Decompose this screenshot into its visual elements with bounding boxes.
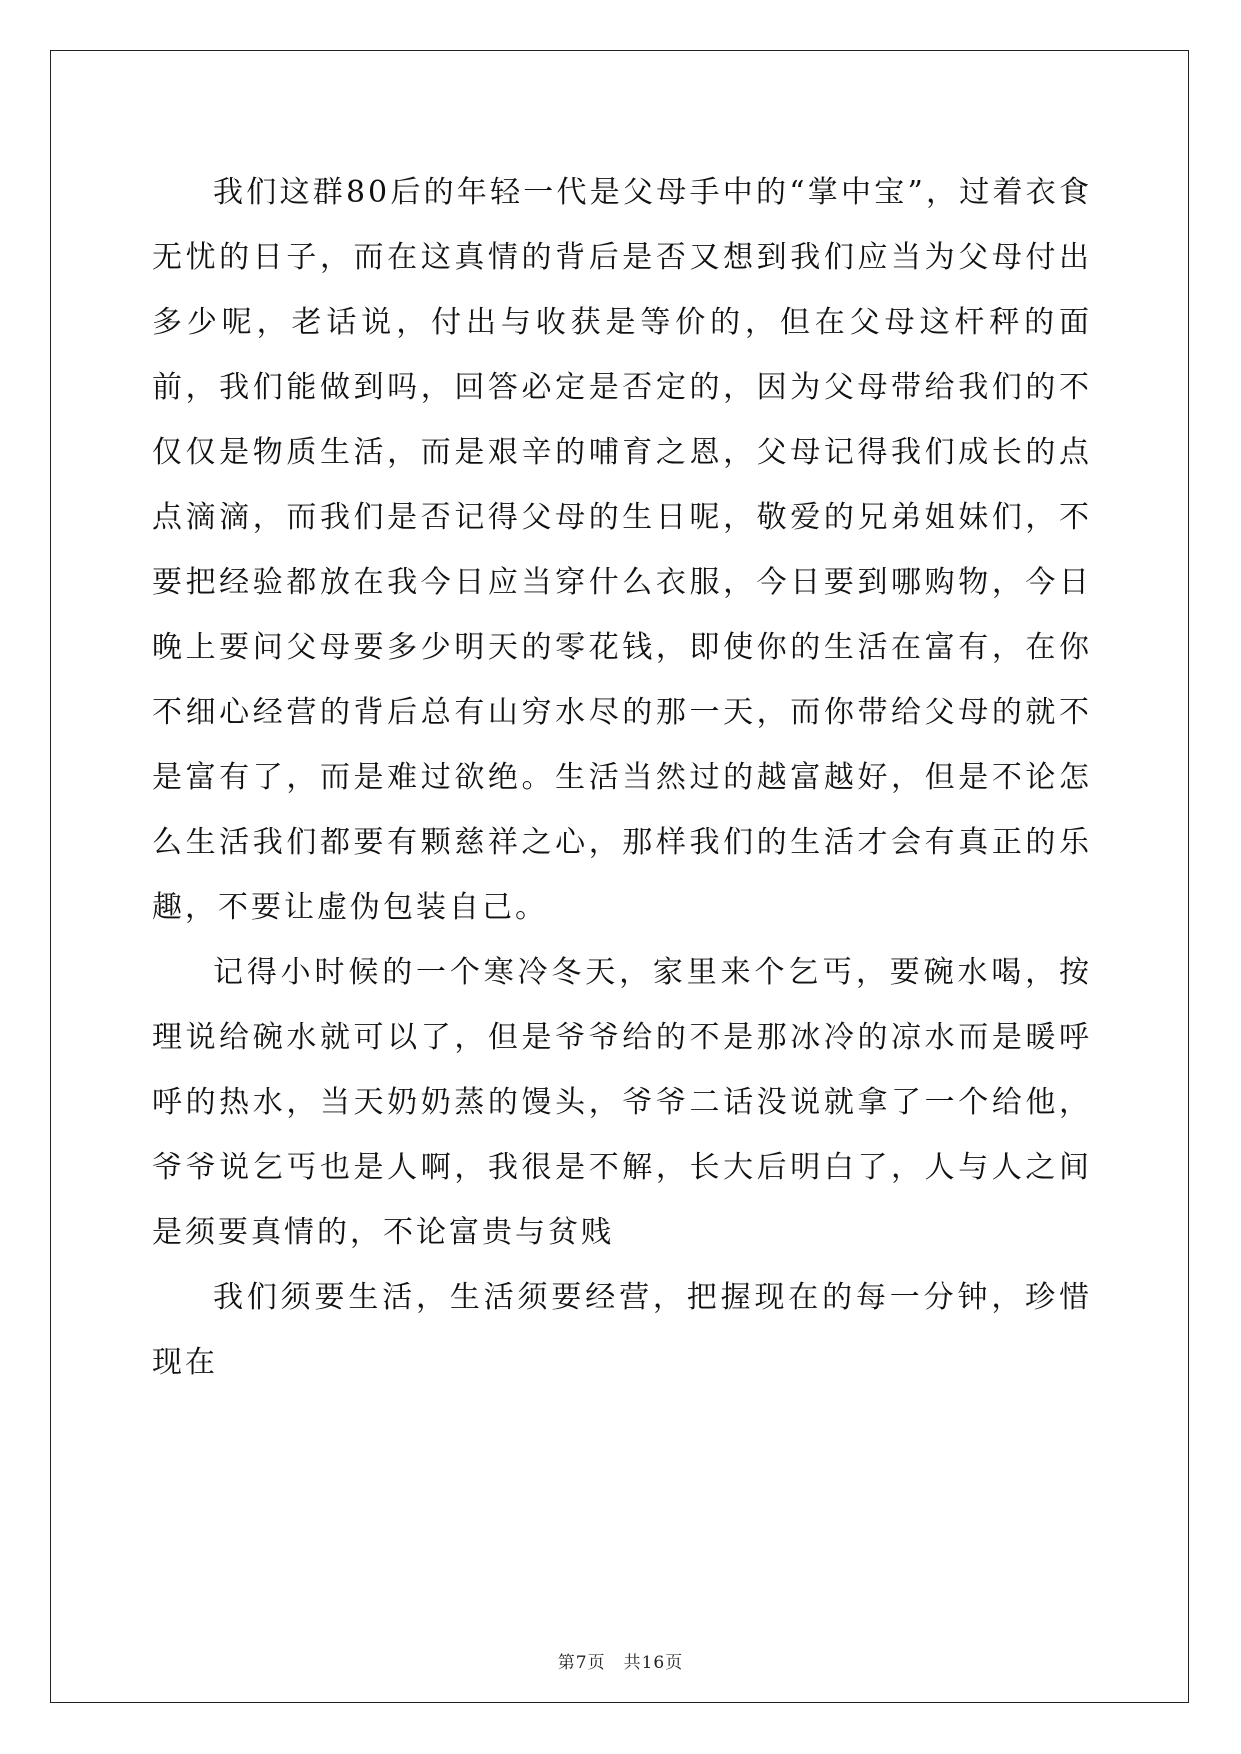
paragraph: 我们这群80后的年轻一代是父母手中的“掌中宝”，过着衣食无忧的日子，而在这真情的背后是否又想到我们应当为父母付出多少呢，老话说，付出与收获是等价的，但在父母这杆秤的面前，我们能做到吗，回答必定是否定的，因为父母带给我们的不仅仅是物质生活，而是艰辛的哺育之恩，父母记得我们成长的点点滴滴，而我们是否记得父母的生日呢，敬爱的兄弟姐妹们，不要把经验都放在我今日应当穿什么衣服，今日要到哪购物，今日晚上要问父母要多少明天的零花钱，即使你的生活在富有，在你不细心经营的背后总有山穷水尽的那一天，而你带给父母的就不是富有了，而是难过欲绝。生活当然过的越富越好，但是不论怎么生活我们都要有颗慈祥之心，那样我们的生活才会有真正的乐趣，不要让虚伪包装自己。 <box>152 175 1092 925</box>
paragraph: 我们须要生活，生活须要经营，把握现在的每一分钟，珍惜现在 <box>152 1280 1092 1380</box>
page-total: 共16页 <box>623 1653 684 1673</box>
page-number: 第7页 <box>557 1653 606 1673</box>
document-body <box>152 160 1092 1395</box>
paragraph: 记得小时候的一个寒冷冬天，家里来个乞丐，要碗水喝，按理说给碗水就可以了，但是爷爷给的不是那冰冷的凉水而是暖呼呼的热水，当天奶奶蒸的馒头，爷爷二话没说就拿了一个给他，爷爷说乞丐也是人啊，我很是不解，长大后明白了，人与人之间是须要真情的，不论富贵与贫贱 <box>152 955 1092 1250</box>
page-footer <box>0 1648 1241 1673</box>
